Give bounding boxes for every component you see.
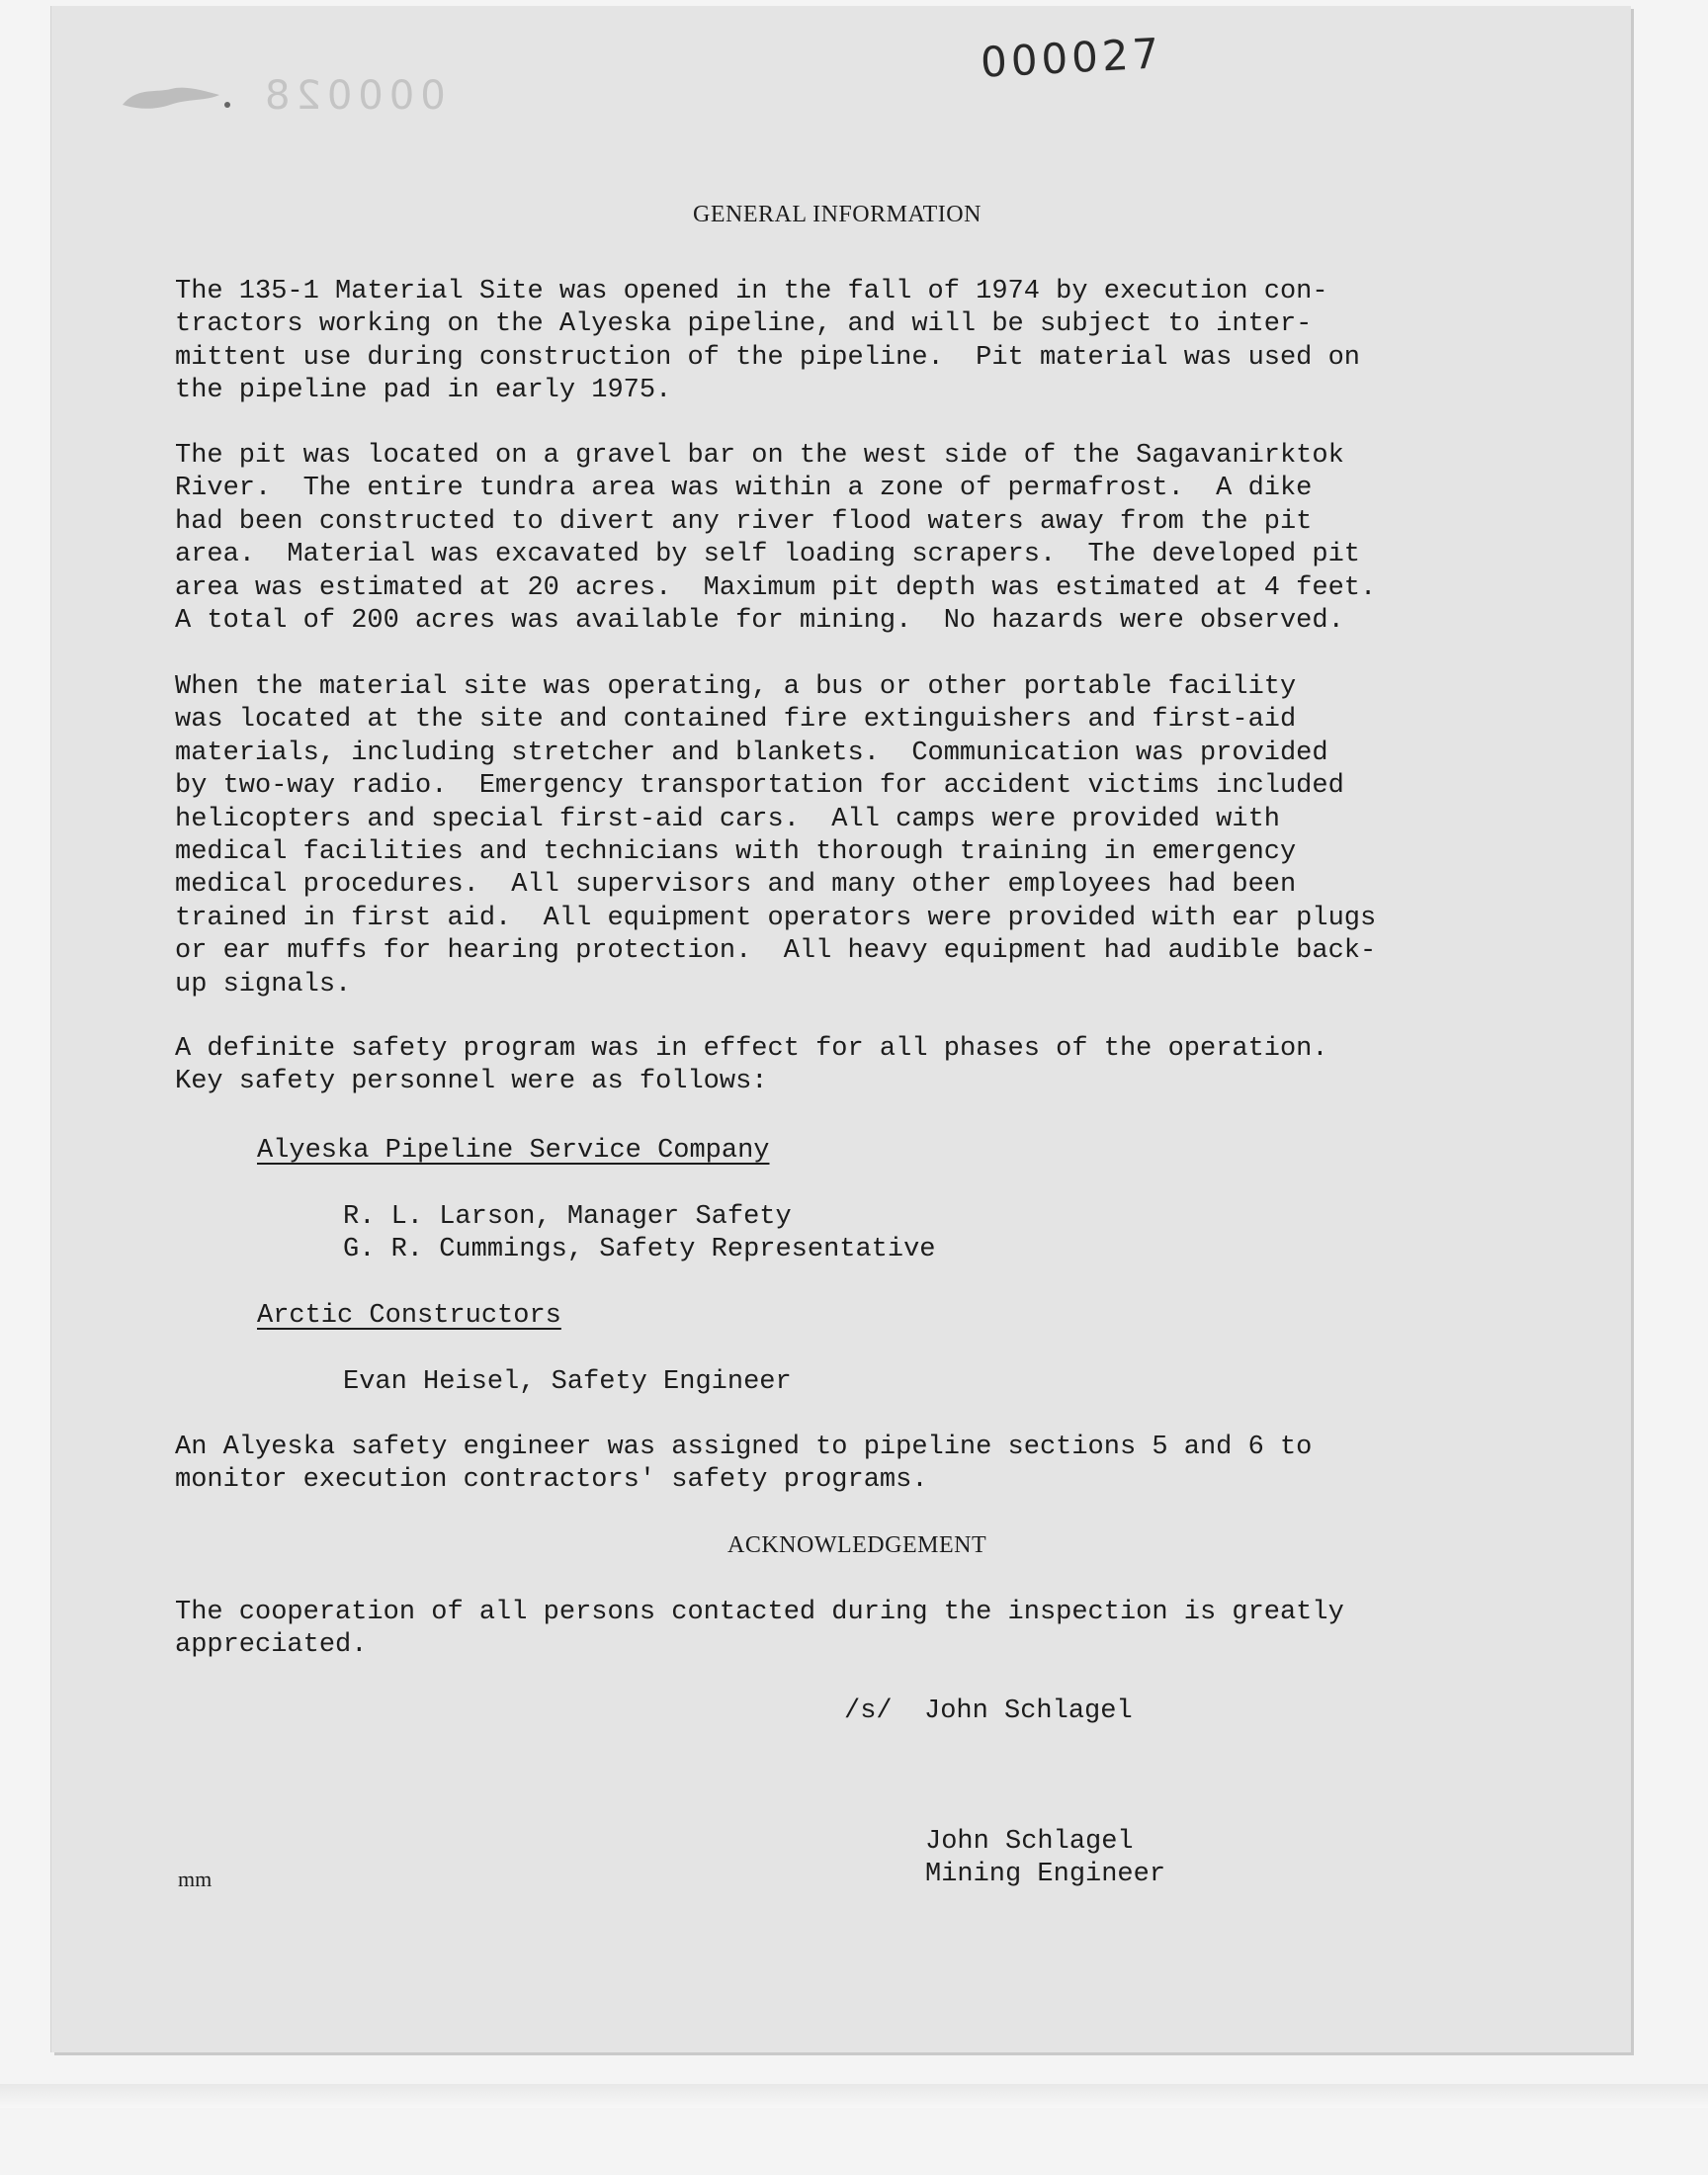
typist-initials: mm [178,1867,213,1891]
paragraph-1: The 135-1 Material Site was opened in the fall of 1974 by execution con- tractors working on the Alyeska pipeline, and will be subject to inter- mittent use during construction of the pipeline. Pit material was used on the pipeline pad in early 1975. [175,277,1360,406]
paragraph-3: When the material site was operating, a bus or other portable facility was located at the site and contained fire extinguishers and first-aid materials, including stretcher and blankets. Communication was provided by two-way radio. Emergency transportation for accident victims included helicopters and special first-aid cars. All camps were provided with medical facilities and technicians with thorough training in emergency medical procedures. All supervisors and many other employees had been trained in first aid. All equipment operators were provided with ear plugs or ear muffs for hearing protection. All heavy equipment had audible back- up signals. [175,672,1377,1000]
personnel-item: G. R. Cummings, Safety Representative [343,1235,936,1264]
personnel-item: R. L. Larson, Manager Safety [343,1202,792,1232]
document-page [51,6,1631,2052]
stamp-number: 000027 [979,29,1164,87]
acknowledgement-heading: ACKNOWLEDGEMENT [727,1532,987,1558]
company-name-alyeska: Alyeska Pipeline Service Company [257,1136,770,1166]
signature-line: /s/ John Schlagel [844,1696,1133,1726]
page-title: GENERAL INFORMATION [693,202,982,227]
signer-name: John Schlagel [925,1827,1134,1857]
signer-title: Mining Engineer [925,1860,1166,1889]
personnel-item: Evan Heisel, Safety Engineer [343,1367,792,1397]
acknowledgement-text: The cooperation of all persons contacted during the inspection is greatly appreciated. [175,1598,1344,1661]
stamp-number-ghost: 000028 [259,73,446,119]
paragraph-4: A definite safety program was in effect for all phases of the operation. Key safety personnel were as follows: [175,1034,1328,1097]
company-name-arctic: Arctic Constructors [257,1301,561,1331]
smudge-mark [117,75,235,115]
paragraph-2: The pit was located on a gravel bar on the west side of the Sagavanirktok River. The entire tundra area was within a zone of permafrost. A dike had been constructed to divert any river flood waters away from the pit area. Material was excavated by self loading scrapers. The developed pit area was estimated at 20 acres. Maximum pit depth was estimated at 4 feet. A total of 200 acres was available for mining. No hazards were observed. [175,441,1377,637]
scan-bottom-strip [0,2084,1708,2108]
closing-paragraph: An Alyeska safety engineer was assigned to pipeline sections 5 and 6 to monitor execution contractors' safety programs. [175,1433,1313,1496]
